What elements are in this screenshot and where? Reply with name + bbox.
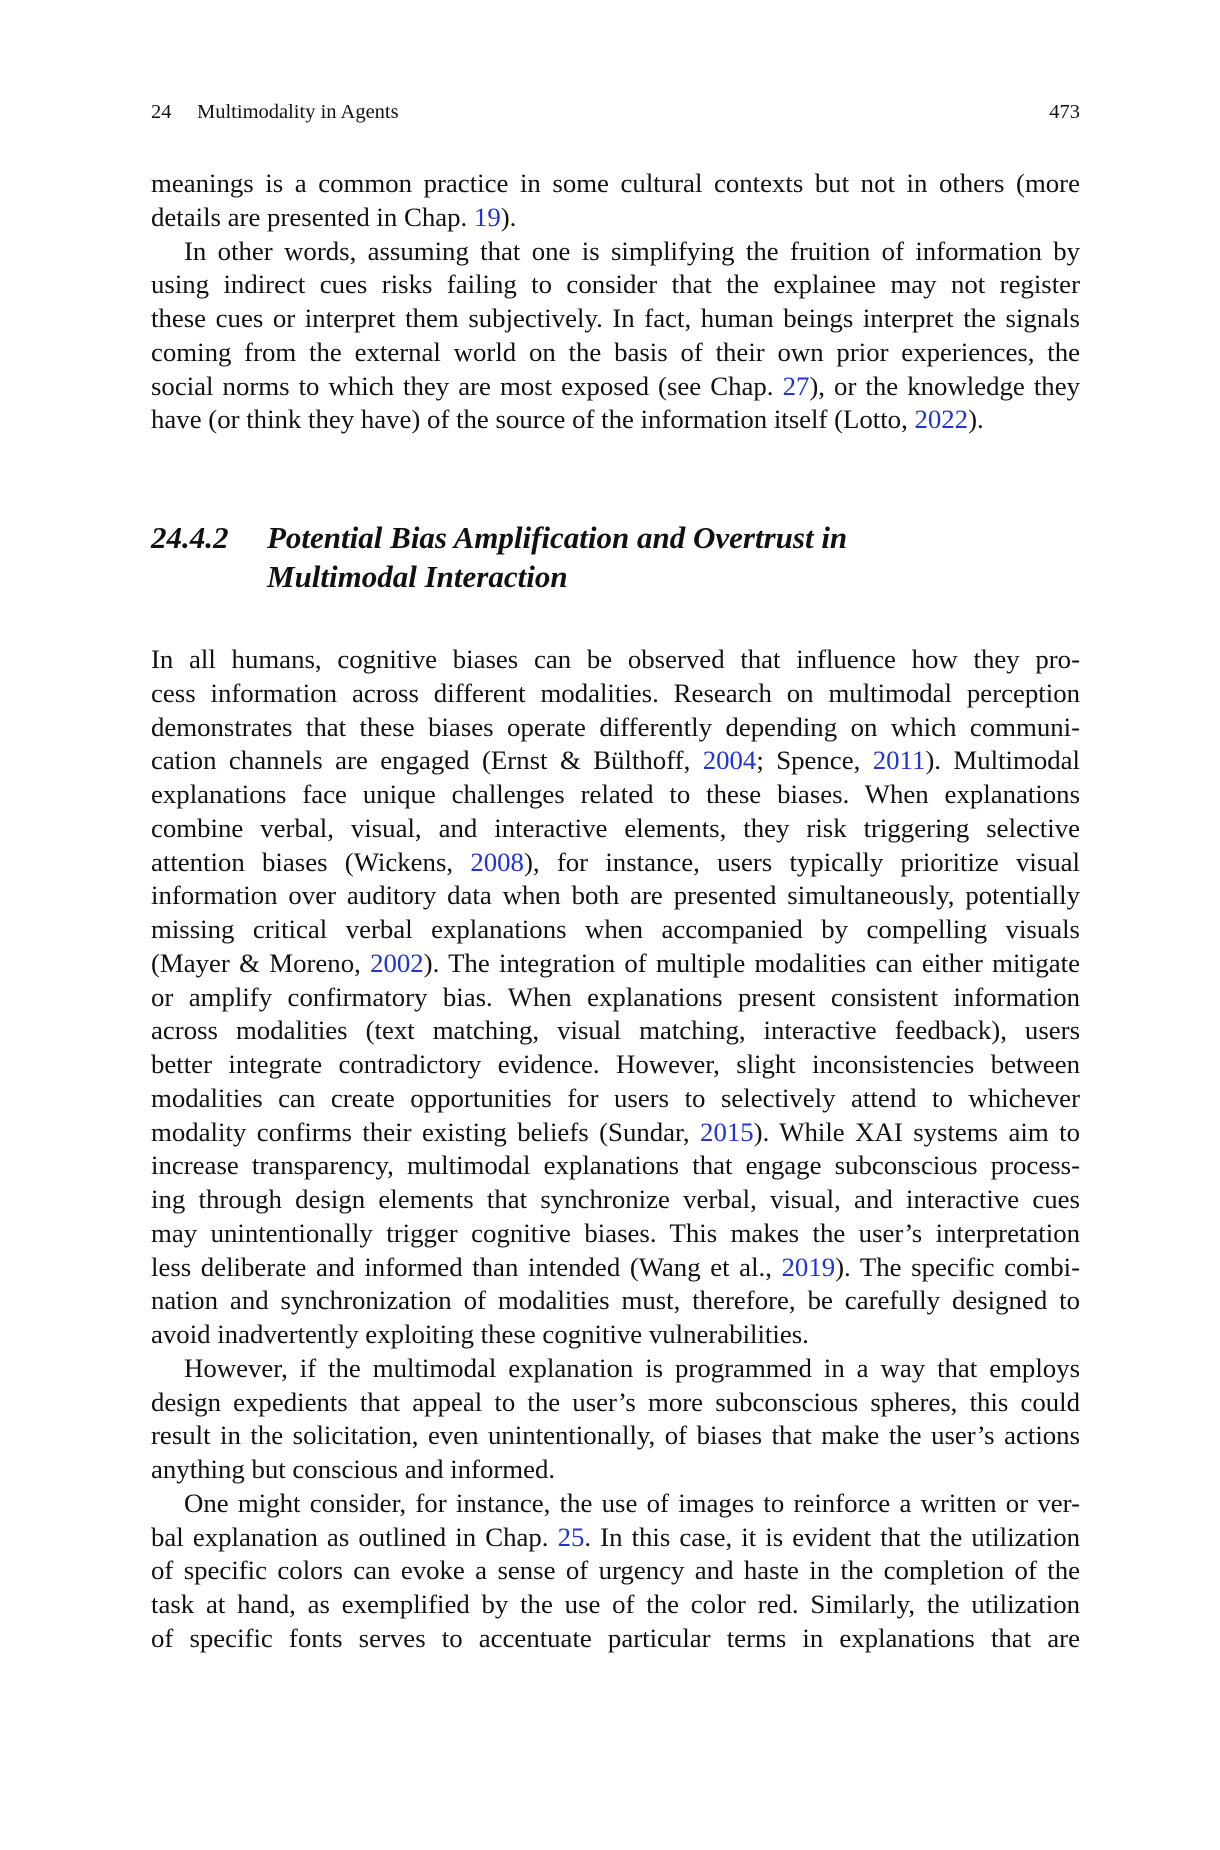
text-line: cess information across different modalities. Research on multimodal perception xyxy=(151,677,1080,708)
chapter-number: 24 xyxy=(151,101,172,123)
section-title-line: Potential Bias Amplification and Overtrust in xyxy=(267,520,848,555)
text-line: design expedients that appeal to the user’s more subconscious spheres, this could xyxy=(151,1386,1080,1417)
chapter-title: Multimodality in Agents xyxy=(197,101,399,123)
reference-link[interactable]: 2004 xyxy=(702,745,757,776)
text-line: explanations face unique challenges related to these biases. When explanations xyxy=(151,779,1080,809)
text-line: across modalities (text matching, visual matching, interactive feedback), users xyxy=(151,1015,1080,1046)
paragraph xyxy=(151,235,1080,438)
section-title-line: Multimodal Interaction xyxy=(267,559,568,594)
text-line: details are presented in Chap. 19). xyxy=(151,201,517,232)
text-line: attention biases (Wickens, 2008), for instance, users typically prioritize visual xyxy=(151,846,1080,877)
text-line: of specific colors can evoke a sense of urgency and haste in the completion of the xyxy=(151,1555,1080,1586)
reference-link[interactable]: 2002 xyxy=(370,947,424,978)
text-line: combine verbal, visual, and interactive elements, they risk triggering selective xyxy=(151,812,1080,843)
text-line: One might consider, for instance, the use of images to reinforce a written or ver- xyxy=(184,1487,1080,1518)
text-line: result in the solicitation, even unintentionally, of biases that make the user’s actions xyxy=(151,1420,1080,1451)
text-line: have (or think they have) of the source of the information itself (Lotto, 2022). xyxy=(151,404,984,435)
text-line: bal explanation as outlined in Chap. 25. In this case, it is evident that the utilization xyxy=(151,1521,1080,1552)
text-line: increase transparency, multimodal explanations that engage subconscious process- xyxy=(151,1150,1080,1181)
text-line: In all humans, cognitive biases can be observed that influence how they pro- xyxy=(151,644,1080,674)
reference-link[interactable]: 2022 xyxy=(914,404,969,435)
page-number: 473 xyxy=(1049,101,1080,123)
reference-link[interactable]: 27 xyxy=(782,370,810,401)
text-line: may unintentionally trigger cognitive biases. This makes the user’s interpretation xyxy=(151,1217,1080,1248)
text-line: task at hand, as exemplified by the use of the color red. Similarly, the utilization xyxy=(151,1589,1080,1619)
reference-link[interactable]: 2008 xyxy=(470,846,524,877)
text-line: avoid inadvertently exploiting these cognitive vulnerabilities. xyxy=(151,1319,809,1349)
running-header xyxy=(151,100,1080,124)
section-heading xyxy=(151,518,1080,596)
text-line: information over auditory data when both are presented simultaneously, potentially xyxy=(151,880,1080,911)
body-text-section xyxy=(151,643,1080,1656)
text-line: modality confirms their existing beliefs (Sundar, 2015). While XAI systems aim to xyxy=(151,1116,1080,1147)
text-line: In other words, assuming that one is simplifying the fruition of information by xyxy=(184,235,1080,266)
text-line: missing critical verbal explanations when accompanied by compelling visuals xyxy=(151,914,1080,944)
paragraph xyxy=(151,1487,1080,1656)
reference-link[interactable]: 2015 xyxy=(700,1116,754,1147)
reference-link[interactable]: 25 xyxy=(557,1521,585,1552)
body-text-top xyxy=(151,167,1080,437)
paragraph xyxy=(151,1352,1080,1487)
text-line: nation and synchronization of modalities must, therefore, be carefully designed to xyxy=(151,1285,1080,1316)
reference-link[interactable]: 19 xyxy=(473,201,501,232)
text-line: using indirect cues risks failing to consider that the explainee may not register xyxy=(151,269,1080,300)
reference-link[interactable]: 2011 xyxy=(872,745,926,776)
text-line: anything but conscious and informed. xyxy=(151,1454,556,1484)
text-line: less deliberate and informed than intended (Wang et al., 2019). The specific combi- xyxy=(151,1251,1080,1282)
text-line: or amplify confirmatory bias. When explanations present consistent information xyxy=(151,981,1080,1012)
text-line: better integrate contradictory evidence. However, slight inconsistencies between xyxy=(151,1049,1080,1079)
text-line: of specific fonts serves to accentuate particular terms in explanations that are xyxy=(151,1622,1080,1653)
text-line: However, if the multimodal explanation is programmed in a way that employs xyxy=(184,1352,1080,1383)
text-line: cation channels are engaged (Ernst & Bülthoff, 2004; Spence, 2011). Multimodal xyxy=(151,745,1080,776)
text-line: ing through design elements that synchronize verbal, visual, and interactive cues xyxy=(151,1184,1080,1214)
text-line: (Mayer & Moreno, 2002). The integration of multiple modalities can either mitigate xyxy=(151,947,1080,978)
text-line: social norms to which they are most exposed (see Chap. 27), or the knowledge they xyxy=(151,370,1080,401)
text-line: meanings is a common practice in some cultural contexts but not in others (more xyxy=(151,168,1080,198)
paragraph xyxy=(151,643,1080,1352)
text-line: coming from the external world on the basis of their own prior experiences, the xyxy=(151,336,1080,367)
paragraph xyxy=(151,167,1080,235)
text-line: these cues or interpret them subjectively. In fact, human beings interpret the signals xyxy=(151,303,1080,333)
section-number: 24.4.2 xyxy=(151,520,229,555)
text-line: modalities can create opportunities for users to selectively attend to whichever xyxy=(151,1082,1080,1113)
reference-link[interactable]: 2019 xyxy=(781,1251,836,1282)
text-line: demonstrates that these biases operate differently depending on which communi- xyxy=(151,711,1080,742)
